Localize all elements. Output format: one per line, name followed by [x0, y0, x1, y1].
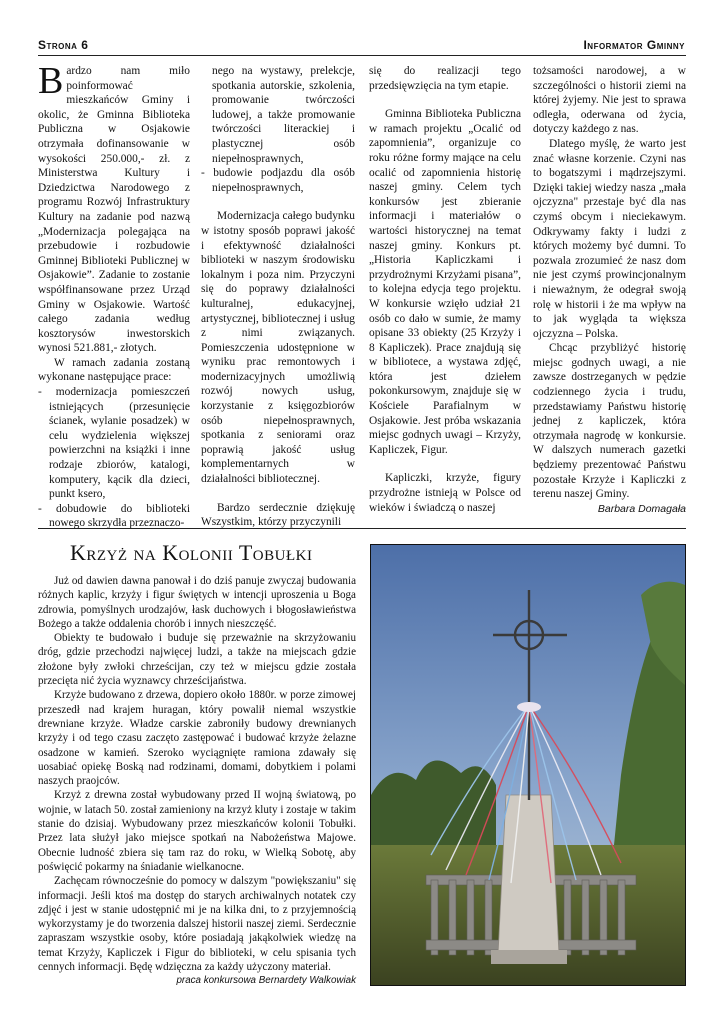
paragraph: Bardzo serdecznie dziękuję Wszystkim, którzy przyczynili: [201, 501, 355, 529]
paragraph: ardzo nam miło poinformować mieszkańców Gminy i okolic, że Gminna Biblioteka Publiczna w Osjakowie otrzymała dofinansowanie w wysokości 250.000,- zł. z Ministerstwa Kultury i Dziedzictwa Narodowego z programu Rozwój Infrastruktury Kultury na zadanie pod nazwą „Modernizacja polegająca na przebudowie i rozbudowie Gminnej Biblioteki Publicznej w Osjakowie”. Zadanie to zostanie współfinansowane przez Urząd Gminy w Osjakowie. Wartość całego zadania według kosztorysów inwestorskich wynosi 521.881,- złotych.: [38, 65, 190, 355]
paragraph: Już od dawien dawna panował i do dziś panuje zwyczaj budowania różnych kaplic, krzyży i figur świętych w intencji uproszenia u Boga zdrowia, pomyślnych urodzajów, łask duchowych i błogosławieństwa Bożego a także oddalenia chorób i innych nieszczęść.: [38, 575, 356, 630]
drop-cap: B: [38, 60, 64, 102]
article2-body: [38, 574, 356, 989]
article1-column-4: [533, 64, 686, 516]
paragraph: Dlatego myślę, że warto jest znać własne korzenie. Czyni nas to bogatszymi i mądrzejszymi. Dzięki takiej wiedzy nasza „mała ojczyzna" przestaje być dla nas czymś obcym i nieciekawym. Odkrywamy fakty i ludzi z których możemy być dumni. To pozwala zrozumieć że nasz dom nie jest czymś prowincjonalnym i nieważnym, że odegrał swoją rolę w historii i że ma wpływ na to jak wygląda ta większa ojczyzna – Polska.: [533, 137, 686, 340]
paragraph: Kapliczki, krzyże, figury przydrożne istnieją w Polsce od wieków i świadczą o naszej: [369, 472, 521, 514]
cross-photo-illustration: [371, 545, 685, 985]
list-item: - dobudowie do biblioteki nowego skrzydła przeznaczo-: [38, 502, 190, 530]
article1-column-3: [369, 64, 521, 515]
article1-column-2: [201, 64, 355, 530]
list-item: - modernizacja pomieszczeń istniejących (przesunięcie ścianek, wylanie posadzek) w celu wydzielenia większej powierzchni na książki i inne rodzaje zbiorów, katalogi, komputery, kącik dla dzieci, punkt ksero,: [38, 386, 190, 501]
magazine-title: Informator Gminny: [583, 38, 685, 52]
paragraph: Gminna Biblioteka Publiczna w ramach projektu „Ocalić od zapomnienia”, organizuje co roku różne formy mające na celu ocalić od zapomnienia historię naszej gminy. Celem tych konkursów jest zbieranie informacji i materiałów o wartości historycznej na temat naszej gminy. Konkurs pt. „Historia Kapliczkami i przydrożnymi Krzyżami pisana”, to kolejna edycja tego projektu. W konkursie wzięło udział 21 osób co dało w sumie, że mamy opisane 33 obiekty (25 Krzyży i 8 Kapliczek). Prace znajdują się w bibliotece, a wystawa zdjęć, która jest dziełem pokonkursowym, znajduje się w Kościele Parafialnym w Osjakowie. Jest próba wskazania miejsc godnych uwagi – Krzyży, Kapliczek, Figur.: [369, 108, 521, 456]
paragraph: nego na wystawy, prelekcje, spotkania autorskie, szkolenia, promowanie twórczości ludowej, a także promowanie twórczości literackiej i plastycznej osób niepełnosprawnych,: [212, 65, 355, 165]
author-signature: Barbara Domagała: [597, 502, 686, 515]
paragraph: tożsamości narodowej, a w szczególności o historii ziemi na której żyjemy. Nie jest to sprawa odległa, oderwana od życia, dotyczy każdego z nas.: [533, 65, 686, 136]
paragraph: Zachęcam równocześnie do pomocy w dalszym "powiększaniu" się informacji. Jeśli ktoś ma dostęp do starych archiwalnych notatek czy zdjęć i jest w stanie udostępnić mi je na kilka dni, to z przyjemnością wykorzystamy je do tworzenia dalszej historii naszej ziemi. Serdecznie zapraszam wszystkie osoby, które posiadają jakąkolwiek wiedzę na temat Krzyży, Kapliczek i Figur do biblioteki, w celu spisania tych cennych informacji. Będę wdzięczna za każdy użyczony materiał.: [38, 875, 356, 974]
paragraph: się do realizacji tego przedsięwzięcia na tym etapie.: [369, 65, 521, 92]
paragraph: Modernizacja całego budynku w istotny sposób poprawi jakość i efektywność działalności biblioteki w naszym środowisku lokalnym i poza nim. Przyczyni się do poprawy działalności kulturalnej, edukacyjnej, artystycznej, bibliotecznej i usług z nimi związanych. Pomieszczenia udostępnione w wyniku prac remontowych i modernizacyjnych umożliwią rozwój nowych usług, korzystanie z księgozbiorów osób niepełnosprawnych, spotkania z seniorami oraz poprawią jakość usług komplementarnych w działalności bibliotecznej.: [201, 210, 355, 486]
header-rule: [38, 55, 686, 56]
article1-column-1: [38, 60, 190, 531]
cross-photo: [370, 544, 686, 986]
paragraph: Chcąc przybliżyć historię miejsc godnych uwagi, a nie zawsze dostrzeganych w pędzie codziennego życia i trudu, przedstawiamy Państwu historię jednej z kapliczek, która otrzymała nagrodę w konkursie. W dalszych numerach gazetki będziemy prezentować Państwu pozostałe Krzyże i Kapliczki z terenu naszej Gminy.: [533, 342, 686, 501]
list-item: - budowie podjazdu dla osób niepełnosprawnych,: [201, 167, 355, 194]
section-divider: [38, 528, 686, 529]
article-title: Krzyż na Kolonii Tobułki: [70, 540, 313, 565]
paragraph: Krzyże budowano z drzewa, dopiero około 1880r. w porze zimowej przeszedł nad krajem huragan, który powalił niemal wszystkie drewniane krzyże. Władze carskie zabroniły budowy drewnianych krzyży i od tego czasu zaczęto zastępować i budować krzyże żelazne osadzone w kamień. Szeroko wyciągnięte ramiona zdawały się uosabiać opiekę Boską nad rodzinami, domami, dobytkiem i polami naszych praojców.: [38, 689, 356, 788]
page-number: Strona 6: [38, 38, 89, 52]
photo-credit: praca konkursowa Bernardety Walkowiak: [176, 975, 356, 987]
paragraph: W ramach zadania zostaną wykonane następujące prace:: [38, 356, 190, 384]
paragraph: Obiekty te budowało i buduje się przeważnie na skrzyżowaniu dróg, gdzie przechodzi najwięcej ludzi, a także na miejscach gdzie złożone były zwłoki chrześcijan, czy też w miejscu gdzie została przecięta nić życia wyznawcy chrześcijaństwa.: [38, 632, 356, 688]
paragraph: Krzyż z drewna został wybudowany przed II wojną światową, po wojnie, w latach 50. został zamieniony na krzyż kluty i zostaje w takim stanie do dzisiaj. Wybudowany przez mieszkańców kolonii Tobułki. Przez lata służył jako miejsce spotkań na Nabożeństwa Majowe. Obecnie ludność zbiera się tam raz do roku, w Wielką Sobotę, aby poświęcić pokarmy na śniadanie wielkanocne.: [38, 789, 356, 873]
